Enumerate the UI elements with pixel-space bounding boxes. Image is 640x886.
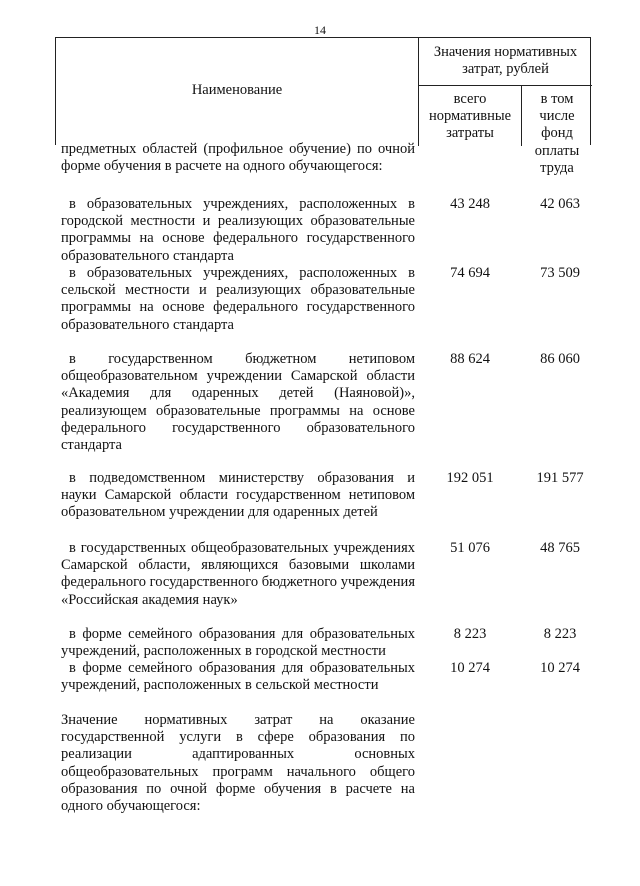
header-fund-column: в том числе фонд оплаты труда [534,91,580,176]
row-description: в форме семейного образования для образовательных учреждений, расположенных в сельской местности [61,660,415,694]
row-total-value: 192 051 [446,470,494,486]
row-description: в государственных общеобразовательных учреждениях Самарской области, являющихся базовыми школами федерального государственного бюджетного учреждения «Российская академия наук» [61,540,415,608]
row-fund-value: 191 577 [536,470,584,486]
header-name-column: Наименование [191,82,283,98]
row-fund-value: 10 274 [540,660,580,676]
row-description: в государственном бюджетном нетиповом общеобразовательном учреждении Самарской области «Академия для одаренных детей (Наяновой)», реализующем образовательные программы на основе федерального государственного образовательного стандарта [61,351,415,454]
row-total-value: 10 274 [450,660,490,676]
header-divider-horizontal [418,85,592,86]
row-fund-value: 8 223 [543,626,577,642]
row-fund-value: 86 060 [540,351,580,367]
row-description: в подведомственном министерству образования и науки Самарской области государственном нетиповом образовательном учреждении для одаренных детей [61,470,415,521]
row-fund-value: 48 765 [540,540,580,556]
row-total-value: 8 223 [453,626,487,642]
row-description: в форме семейного образования для образовательных учреждений, расположенных в городской местности [61,626,415,660]
row-total-value: 88 624 [450,351,490,367]
header-total-column: всего нормативные затраты [428,91,512,142]
row-fund-value: 73 509 [540,265,580,281]
row-description: в образовательных учреждениях, расположенных в сельской местности и реализующих образовательные программы на основе федерального государственного образовательного стандарта [61,265,415,333]
page-number: 14 [314,23,326,37]
closing-paragraph: Значение нормативных затрат на оказание государственной услуги в сфере образования по реализации адаптированных основных общеобразовательных программ начального общего образования по очной форме обучения в расчете на одного обучающегося: [61,712,415,815]
header-values-group: Значения нормативных затрат, рублей [433,44,578,78]
intro-text: предметных областей (профильное обучение) по очной форме обучения в расчете на одного обучающегося: [61,141,415,175]
row-description: в образовательных учреждениях, расположенных в городской местности и реализующих образовательные программы на основе федерального государственного образовательного стандарта [61,196,415,264]
row-total-value: 43 248 [450,196,490,212]
row-total-value: 74 694 [450,265,490,281]
row-fund-value: 42 063 [540,196,580,212]
row-total-value: 51 076 [450,540,490,556]
